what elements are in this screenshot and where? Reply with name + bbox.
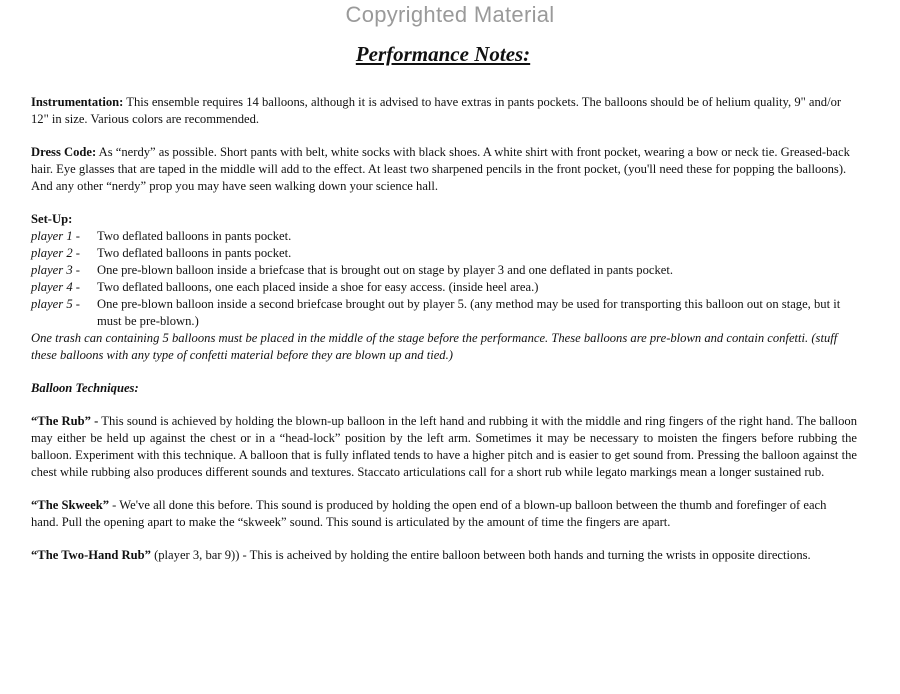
instrumentation-text: This ensemble requires 14 balloons, although it is advised to have extras in pants pockets. The balloons should be of helium quality, 9" and/or 12" in size. Various colors are recommended. (31, 95, 842, 126)
technique-name: “The Rub” - (31, 414, 99, 428)
dress-code-text: As “nerdy” as possible. Short pants with belt, white socks with black shoes. A white shirt with front pocket, wearing a bow or neck tie. Greased-back hair. Eye glasses that are taped in the middle will add to the effect. At least two sharpened pencils in the front pocket, (you'll need these for popping the balloons). And any other “nerdy” prop you may have seen walking down your science hall. (31, 145, 850, 193)
technique-paragraph-rub (31, 413, 857, 481)
setup-label: Set-Up: (31, 212, 73, 226)
setup-row (31, 228, 857, 245)
setup-player-label: player 3 - (31, 263, 80, 277)
setup-player-label: player 5 - (31, 297, 80, 311)
document-body (31, 94, 857, 580)
setup-player-text: One pre-blown balloon inside a second briefcase brought out by player 5. (any method may be used for transporting this balloon out on stage, but it must be pre-blown.) (97, 297, 841, 328)
technique-text: - This is acheived by holding the entire balloon between both hands and turning the wrists in opposite directions. (239, 548, 811, 562)
setup-row (31, 279, 857, 296)
dress-code-label: Dress Code: (31, 145, 97, 159)
techniques-heading: Balloon Techniques: (31, 381, 139, 395)
technique-text: This sound is achieved by holding the blown-up balloon in the left hand and rubbing it with the middle and ring fingers of the right hand. The balloon may either be held up against the chest or in a “head-lock” position by the left arm. Sometimes it may be necessary to moisten the fingers before rubbing the balloon. Experiment with this technique. A balloon that is fully inflated tends to have a higher pitch and is easier to get sound from. Pressing the balloon against the chest while rubbing also produces different sounds and textures. Staccato articulations call for a short rub while legato markings mean a longer sustained rub. (31, 414, 857, 479)
setup-player-text: Two deflated balloons, one each placed inside a shoe for easy access. (inside heel area.) (97, 280, 539, 294)
technique-paragraph-skweek (31, 497, 857, 531)
setup-section (31, 211, 857, 364)
setup-player-text: One pre-blown balloon inside a briefcase that is brought out on stage by player 3 and one deflated in pants pocket. (97, 263, 673, 277)
copyright-watermark: Copyrighted Material (345, 2, 555, 27)
setup-note: One trash can containing 5 balloons must be placed in the middle of the stage before the performance. These balloons are pre-blown and contain confetti. (stuff these balloons with any type of confetti material before they are blown up and tied.) (31, 331, 838, 362)
setup-player-text: Two deflated balloons in pants pocket. (97, 246, 292, 260)
setup-player-text: Two deflated balloons in pants pocket. (97, 229, 292, 243)
technique-name: “The Two-Hand Rub” (31, 548, 151, 562)
instrumentation-label: Instrumentation: (31, 95, 124, 109)
technique-paragraph-two-hand-rub (31, 547, 857, 564)
setup-player-label: player 4 - (31, 280, 80, 294)
instrumentation-paragraph (31, 94, 857, 128)
page-title: Performance Notes: (355, 42, 531, 66)
dress-code-paragraph (31, 144, 857, 195)
setup-row (31, 296, 857, 330)
setup-player-label: player 1 - (31, 229, 80, 243)
technique-text: - We've all done this before. This sound is produced by holding the open end of a blown-up balloon between the thumb and forefinger of each hand. Pull the opening apart to make the “skweek” sound. This sound is articulated by the amount of time the fingers are apart. (31, 498, 827, 529)
setup-player-label: player 2 - (31, 246, 80, 260)
setup-row (31, 262, 857, 279)
setup-row (31, 245, 857, 262)
technique-name: “The Skweek” (31, 498, 110, 512)
technique-extra: (player 3, bar 9)) (150, 548, 240, 562)
